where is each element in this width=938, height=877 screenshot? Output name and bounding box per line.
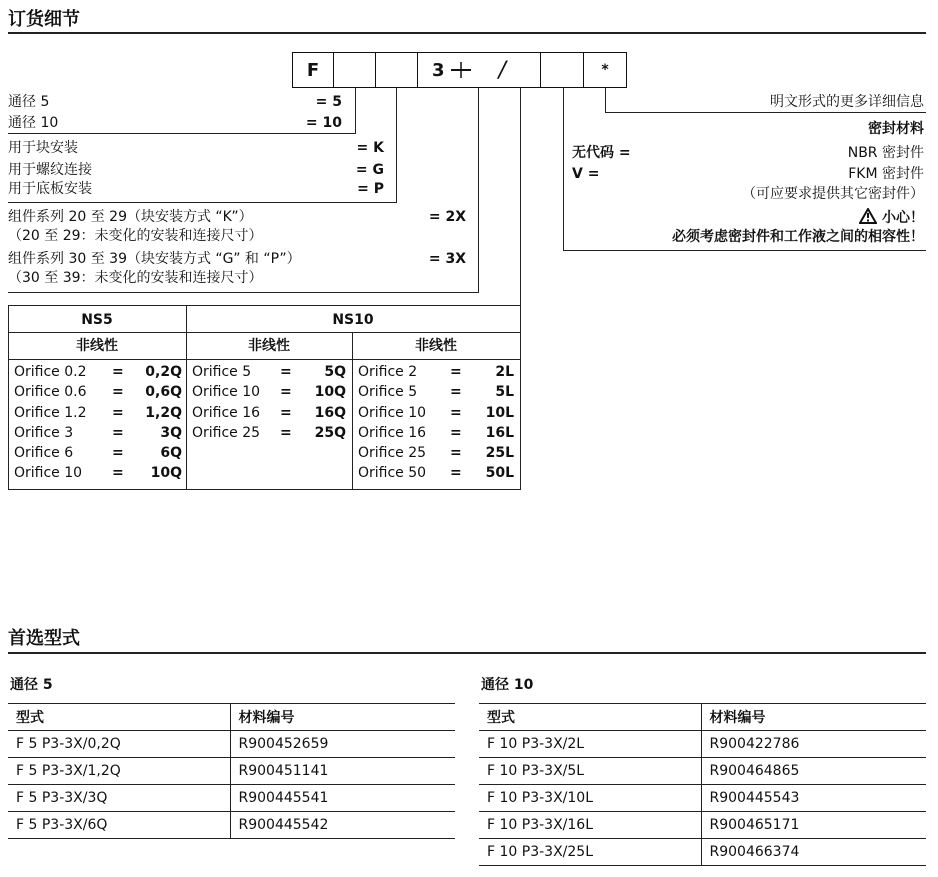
- type-cell: F 5 P3-3X/3Q: [8, 785, 230, 812]
- orifice-equals: =: [112, 465, 124, 482]
- orifice-code: 5Q: [324, 364, 346, 380]
- type-cell: F 10 P3-3X/16L: [479, 812, 701, 839]
- orifice-row: [358, 403, 514, 423]
- table-row: [8, 785, 455, 812]
- seal-note: （可应要求提供其它密封件）: [742, 186, 924, 202]
- material-number-cell: R900445541: [230, 785, 455, 812]
- dash-separator-icon: [451, 58, 471, 82]
- ordering-title: 订货细节: [8, 9, 80, 30]
- orifice-row: [192, 423, 346, 443]
- material-number-cell: R900464865: [701, 758, 926, 785]
- orifice-equals: =: [280, 364, 292, 380]
- leader-details: [605, 88, 606, 112]
- orifice-label: Orifice 10: [14, 465, 83, 482]
- pref-col-material: 材料编号: [701, 704, 926, 731]
- orifice-label: Orifice 0.6: [14, 384, 87, 401]
- pref-table-ns5: [8, 703, 455, 839]
- pref-table-ns10: [479, 703, 926, 866]
- mounting-code-p: = P: [357, 181, 384, 197]
- preferred-rule: [8, 652, 926, 654]
- further-details: 明文形式的更多详细信息: [770, 94, 924, 110]
- orifice-code: 2L: [495, 364, 514, 380]
- orifice-code: 0,6Q: [145, 384, 182, 401]
- table-row: [479, 758, 926, 785]
- orifice-equals: =: [280, 424, 292, 441]
- leader-mounting-h: [8, 202, 397, 203]
- orifice-col-ns10-l: [358, 362, 514, 484]
- orifice-code: 50L: [485, 465, 514, 482]
- orifice-code: 16Q: [314, 404, 346, 421]
- code-box-1: F: [292, 52, 334, 88]
- orifice-code: 1,2Q: [145, 404, 182, 421]
- orifice-label: Orifice 50: [358, 465, 427, 482]
- pref-heading-ns10: 通径 10: [481, 677, 534, 693]
- orifice-row: [14, 403, 182, 423]
- material-number-cell: R900452659: [230, 731, 455, 758]
- mounting-code-k: = K: [356, 140, 384, 156]
- preferred-title: 首选型式: [8, 628, 80, 649]
- orifice-code: 10Q: [150, 465, 182, 482]
- material-number-cell: R900465171: [701, 812, 926, 839]
- orifice-group-ns5: NS5: [81, 312, 113, 328]
- material-number-cell: R900422786: [701, 731, 926, 758]
- orifice-row: [14, 443, 182, 463]
- seal-title: 密封材料: [868, 121, 924, 137]
- orifice-equals: =: [450, 364, 462, 380]
- table-row: [479, 785, 926, 812]
- series-label-3x: 组件系列 30 至 39（块安装方式 “G” 和 “P”）: [8, 251, 301, 267]
- seal-code-fkm: V =: [572, 166, 600, 182]
- code-box-series-value: 3: [432, 59, 445, 81]
- orifice-equals: =: [280, 384, 292, 401]
- orifice-row: [358, 423, 514, 443]
- mounting-label-g: 用于螺纹连接: [8, 162, 92, 178]
- orifice-code: 25Q: [314, 424, 346, 441]
- title-rule: [8, 32, 926, 34]
- orifice-label: Orifice 2: [358, 364, 418, 380]
- pref-col-type: 型式: [8, 704, 230, 731]
- orifice-equals: =: [112, 384, 124, 401]
- orifice-row: [358, 362, 514, 382]
- code-box-series: [417, 52, 541, 88]
- material-number-cell: R900466374: [701, 839, 926, 866]
- table-row: [479, 839, 926, 866]
- table-row: [8, 731, 455, 758]
- orifice-label: Orifice 0.2: [14, 364, 87, 380]
- seal-code-nbr: 无代码 =: [572, 145, 631, 161]
- orifice-code: 10L: [485, 404, 514, 421]
- orifice-sub-ns10-l: 非线性: [415, 338, 457, 354]
- table-row: [8, 758, 455, 785]
- orifice-row: [14, 382, 182, 402]
- orifice-label: Orifice 25: [192, 424, 261, 441]
- code-box-3: [375, 52, 418, 88]
- table-row: [479, 812, 926, 839]
- seal-label-nbr: NBR 密封件: [847, 145, 924, 161]
- orifice-row: [14, 362, 182, 382]
- orifice-equals: =: [450, 384, 462, 401]
- series-note-2x: （20 至 29：未变化的安装和连接尺寸）: [8, 228, 263, 244]
- orifice-label: Orifice 16: [358, 424, 427, 441]
- orifice-col-ns10-q: [192, 362, 346, 443]
- orifice-row: [14, 423, 182, 443]
- orifice-label: Orifice 10: [192, 384, 261, 401]
- orifice-equals: =: [112, 404, 124, 421]
- caution-label: 小心！: [882, 210, 924, 226]
- orifice-label: Orifice 5: [358, 384, 418, 401]
- orifice-equals: =: [450, 424, 462, 441]
- orifice-sub-ns10-q: 非线性: [248, 338, 290, 354]
- orifice-sub-ns5: 非线性: [76, 338, 118, 354]
- type-cell: F 10 P3-3X/25L: [479, 839, 701, 866]
- size-code-10: = 10: [305, 115, 342, 131]
- type-cell: F 10 P3-3X/10L: [479, 785, 701, 812]
- orifice-row: [192, 362, 346, 382]
- type-cell: F 10 P3-3X/5L: [479, 758, 701, 785]
- orifice-equals: =: [112, 445, 124, 462]
- mounting-code-g: = G: [355, 162, 384, 178]
- seal-label-fkm: FKM 密封件: [848, 166, 924, 182]
- orifice-row: [358, 382, 514, 402]
- code-box-5: [540, 52, 584, 88]
- leader-size-h: [8, 133, 356, 134]
- material-number-cell: R900445542: [230, 812, 455, 839]
- leader-size: [355, 88, 356, 133]
- orifice-row: [358, 443, 514, 463]
- orifice-label: Orifice 16: [192, 404, 261, 421]
- type-cell: F 5 P3-3X/1,2Q: [8, 758, 230, 785]
- orifice-label: Orifice 6: [14, 445, 74, 462]
- series-label-2x: 组件系列 20 至 29（块安装方式 “K”）: [8, 209, 253, 225]
- leader-seal: [563, 88, 564, 250]
- orifice-equals: =: [112, 424, 124, 441]
- mounting-label-k: 用于块安装: [8, 140, 78, 156]
- orifice-label: Orifice 3: [14, 424, 74, 441]
- orifice-equals: =: [112, 364, 124, 380]
- orifice-code: 25L: [485, 445, 514, 462]
- type-cell: F 5 P3-3X/6Q: [8, 812, 230, 839]
- series-code-3x: = 3X: [428, 251, 466, 267]
- pref-col-type: 型式: [479, 704, 701, 731]
- leader-series-h: [8, 292, 479, 293]
- orifice-row: [14, 463, 182, 483]
- type-cell: F 5 P3-3X/0,2Q: [8, 731, 230, 758]
- size-code-5: = 5: [315, 94, 342, 110]
- orifice-code: 0,2Q: [145, 364, 182, 380]
- table-row: [8, 812, 455, 839]
- orifice-equals: =: [280, 404, 292, 421]
- orifice-equals: =: [450, 445, 462, 462]
- warning-triangle-icon: [859, 208, 877, 224]
- caution-text: 必须考虑密封件和工作液之间的相容性！: [672, 229, 924, 245]
- leader-details-h: [605, 112, 926, 113]
- size-label-10: 通径 10: [8, 115, 59, 131]
- series-note-3x: （30 至 39：未变化的安装和连接尺寸）: [8, 270, 263, 286]
- code-box-6: *: [583, 52, 627, 88]
- caution-row: [850, 208, 924, 226]
- orifice-label: Orifice 10: [358, 404, 427, 421]
- orifice-group-ns10: NS10: [332, 312, 374, 328]
- pref-col-material: 材料编号: [230, 704, 455, 731]
- pref-heading-ns5: 通径 5: [10, 677, 53, 693]
- series-code-2x: = 2X: [428, 209, 466, 225]
- orifice-row: [358, 463, 514, 483]
- mounting-label-p: 用于底板安装: [8, 181, 92, 197]
- leader-series: [478, 88, 479, 292]
- orifice-code: 6Q: [160, 445, 182, 462]
- size-label-5: 通径 5: [8, 94, 50, 110]
- code-box-2: [333, 52, 376, 88]
- orifice-col-ns5: [14, 362, 182, 484]
- orifice-row: [192, 403, 346, 423]
- orifice-label: Orifice 25: [358, 445, 427, 462]
- leader-mounting: [396, 88, 397, 202]
- orifice-code: 3Q: [160, 424, 182, 441]
- code-box-slash: /: [498, 57, 506, 83]
- material-number-cell: R900451141: [230, 758, 455, 785]
- orifice-label: Orifice 1.2: [14, 404, 87, 421]
- leader-orifice: [520, 88, 521, 305]
- table-row: [479, 731, 926, 758]
- material-number-cell: R900445543: [701, 785, 926, 812]
- orifice-label: Orifice 5: [192, 364, 252, 380]
- orifice-code: 10Q: [314, 384, 346, 401]
- orifice-row: [192, 382, 346, 402]
- leader-seal-h: [563, 250, 926, 251]
- orifice-equals: =: [450, 404, 462, 421]
- orifice-code: 16L: [485, 424, 514, 441]
- orifice-code: 5L: [495, 384, 514, 401]
- orifice-equals: =: [450, 465, 462, 482]
- type-cell: F 10 P3-3X/2L: [479, 731, 701, 758]
